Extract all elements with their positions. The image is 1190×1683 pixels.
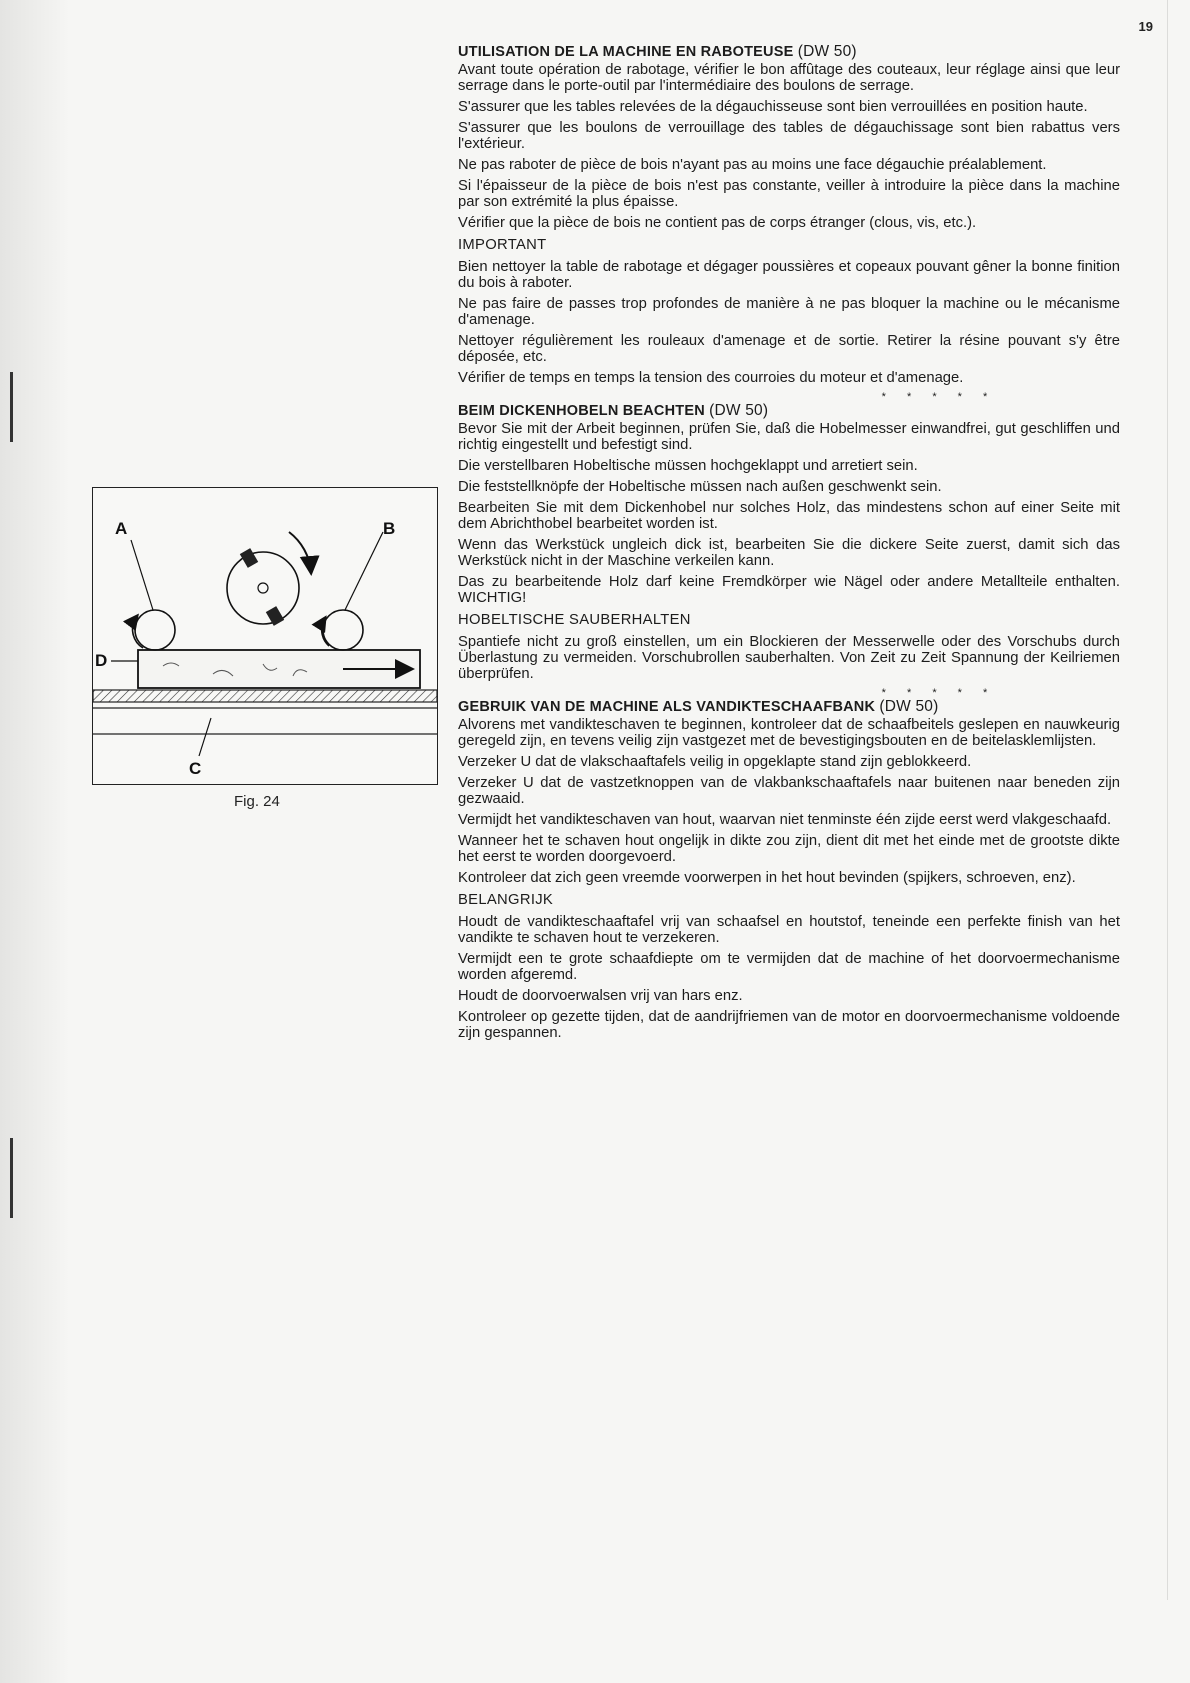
paragraph: Avant toute opération de rabotage, vérifier le bon affûtage des couteaux, leur réglage ainsi que leur serrage dans le porte-outil par l'intermédiaire des boulons de serrage. [458,62,1120,94]
paragraph: Spantiefe nicht zu groß einstellen, um ein Blockieren der Messerwelle oder des Vorschubs durch Überlastung zu vermeiden. Vorschubrollen sauberhalten. Von Zeit zu Zeit Spannung der Keilriemen überprüfen. [458,634,1120,682]
paragraph: Kontroleer dat zich geen vreemde voorwerpen in het hout bevinden (spijkers, schroeven, enz). [458,870,1076,886]
binder-mark [10,1138,13,1218]
paragraph: Vérifier de temps en temps la tension des courroies du moteur et d'amenage. [458,370,964,386]
infeed-roller [135,610,175,650]
paragraph: Vermijdt het vandikteschaven van hout, waarvan niet tenminste één zijde eerst werd vlakgeschaafd. [458,812,1112,828]
paragraph: S'assurer que les boulons de verrouillage des tables de dégauchissage sont bien rabattus vers l'extérieur. [458,120,1120,152]
page-number: 19 [1138,19,1153,34]
label-b: B [383,519,396,538]
model-tag: (DW 50) [797,43,857,60]
paragraph: Die verstellbaren Hobeltische müssen hochgeklappt und arretiert sein. [458,458,918,474]
subheading: HOBELTISCHE SAUBERHALTEN [458,612,691,628]
leader-a [131,540,153,610]
outfeed-roller [323,610,363,650]
section-title-text: GEBRUIK VAN DE MACHINE ALS VANDIKTESCHAAFBANK [458,699,876,715]
label-d: D [95,651,108,670]
cutter-knife [240,548,258,568]
subheading: IMPORTANT [458,237,547,253]
model-tag: (DW 50) [709,402,769,419]
section-title-text: UTILISATION DE LA MACHINE EN RABOTEUSE [458,44,794,60]
paragraph: Bevor Sie mit der Arbeit beginnen, prüfen Sie, daß die Hobelmesser einwandfrei, gut geschliffen und richtig eingestellt und befestigt sind. [458,421,1120,453]
planing-table-hatch [93,690,437,702]
paragraph: Nettoyer régulièrement les rouleaux d'amenage et de sortie. Retirer la résine pouvant s'y être déposée, etc. [458,333,1120,365]
paragraph: Verzeker U dat de vlakschaaftafels veilig in opgeklapte stand zijn geblokkeerd. [458,754,972,770]
subheading: BELANGRIJK [458,892,554,908]
paragraph: Vérifier que la pièce de bois ne contient pas de corps étranger (clous, vis, etc.). [458,215,977,231]
binder-mark [10,372,13,442]
paragraph: Houdt de vandikteschaaftafel vrij van schaafsel en houtstof, teneinde een perfekte finish van het vandikte te schaven hout te verzekeren. [458,914,1120,946]
paragraph: Alvorens met vandikteschaven te beginnen, kontroleer dat de schaafbeitels geslepen en nauwkeurig geregeld zijn, en tevens veilig zijn vastgezet met de bevestigingsbouten en de beitelasklemlijsten. [458,717,1120,749]
section-title-nl [458,699,1120,715]
paragraph: Wenn das Werkstück ungleich dick ist, bearbeiten Sie die dickere Seite zuerst, damit sich das Werkstück nicht in der Maschine verkeilen kann. [458,537,1120,569]
section-title-fr [458,44,1120,60]
planer-diagram [93,488,437,784]
figure-24 [92,487,438,785]
paragraph: Ne pas raboter de pièce de bois n'ayant pas au moins une face dégauchie préalablement. [458,157,1047,173]
paragraph: Verzeker U dat de vastzetknoppen van de vlakbankschaaftafels naar buitenen naar beneden zijn gezwaaid. [458,775,1120,807]
model-tag: (DW 50) [879,698,939,715]
paragraph: Houdt de doorvoerwalsen vrij van hars enz. [458,988,743,1004]
page-left-shadow [0,0,70,1683]
paragraph: Bearbeiten Sie mit dem Dickenhobel nur solches Holz, das mindestens schon auf einer Seite mit dem Abrichthobel bearbeitet worden ist. [458,500,1120,532]
section-separator: * * * * * [881,687,997,699]
paragraph: Das zu bearbeitende Holz darf keine Fremdkörper wie Nägel oder andere Metallteile enthalten. WICHTIG! [458,574,1120,606]
cutter-shaft [258,583,268,593]
paragraph: Ne pas faire de passes trop profondes de manière à ne pas bloquer la machine ou le mécanisme d'amenage. [458,296,1120,328]
label-a: A [115,519,128,538]
figure-caption: Fig. 24 [234,793,280,810]
cutter-head [227,552,299,624]
section-title-de [458,403,1120,419]
paragraph: Wanneer het te schaven hout ongelijk in dikte zou zijn, dient dit met het einde met de grootste dikte het eerst te worden doorgevoerd. [458,833,1120,865]
leader-c [199,718,211,756]
paragraph: Kontroleer op gezette tijden, dat de aandrijfriemen van de motor en doorvoermechanisme voldoende zijn gespannen. [458,1009,1120,1041]
label-c: C [189,759,202,778]
paragraph: Die feststellknöpfe der Hobeltische müssen nach außen geschwenkt sein. [458,479,942,495]
paragraph: Si l'épaisseur de la pièce de bois n'est pas constante, veiller à introduire la pièce dans la machine par son extrémité la plus épaisse. [458,178,1120,210]
paragraph: Bien nettoyer la table de rabotage et dégager poussières et copeaux pouvant gêner la bonne finition du bois à raboter. [458,259,1120,291]
paragraph: S'assurer que les tables relevées de la dégauchisseuse sont bien verrouillées en position haute. [458,99,1088,115]
leader-b [345,532,383,610]
text-column [458,44,1120,1046]
section-separator: * * * * * [881,391,997,403]
page-right-edge [1167,0,1168,1600]
paragraph: Vermijdt een te grote schaafdiepte om te vermijden dat de machine of het doorvoermechanisme worden afgeremd. [458,951,1120,983]
section-title-text: BEIM DICKENHOBELN BEACHTEN [458,403,705,419]
